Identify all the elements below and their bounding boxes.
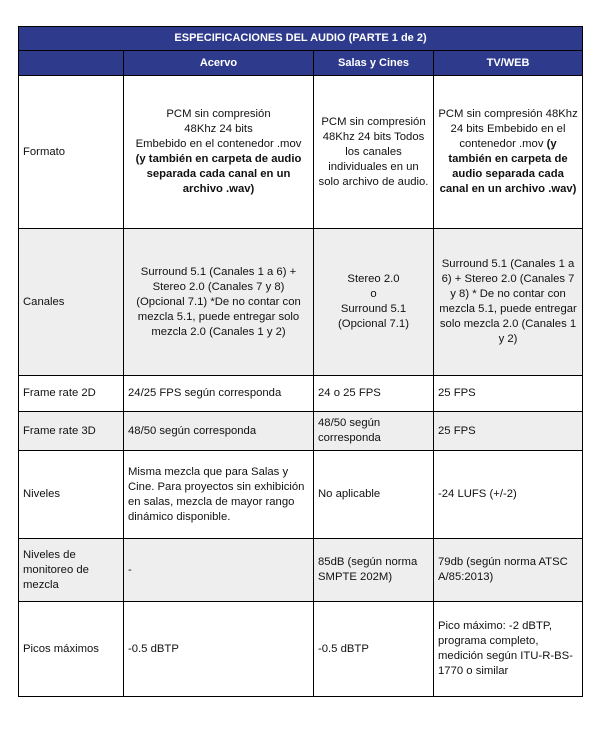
cell-fr2d-salas: 24 o 25 FPS [314, 376, 434, 412]
canales-salas-line2: o [370, 288, 377, 300]
cell-canales-tv: Surround 5.1 (Canales 1 a 6) + Stereo 2.0 (Canales 7 y 8) * De no contar con mezcla 5.1, puede entregar solo mezcla 2.0 (Canales 1 y 2) [434, 229, 583, 376]
row-label-niveles: Niveles [19, 451, 124, 539]
column-header-row [19, 51, 583, 76]
canales-salas-line3: Surround 5.1 [340, 303, 407, 315]
cell-niveles-acervo: Misma mezcla que para Salas y Cine. Para proyectos sin exhibición en salas, mezcla de mayor rango dinámico disponible. [124, 451, 314, 539]
formato-acervo-bold: (y también en carpeta de audio separada cada canal en un archivo .wav) [135, 153, 302, 195]
table-row-niveles [19, 451, 583, 539]
cell-monitoreo-salas: 85dB (según norma SMPTE 202M) [314, 539, 434, 602]
cell-fr2d-acervo: 24/25 FPS según corresponda [124, 376, 314, 412]
cell-fr2d-tv: 25 FPS [434, 376, 583, 412]
formato-acervo-line1: PCM sin compresión [166, 108, 271, 120]
row-label-fr3d: Frame rate 3D [19, 412, 124, 451]
canales-salas-line1: Stereo 2.0 [347, 273, 400, 285]
cell-formato-acervo [124, 76, 314, 229]
table-title: ESPECIFICACIONES DEL AUDIO (PARTE 1 de 2) [19, 27, 583, 51]
table-title-row [19, 27, 583, 51]
table-row-picos [19, 602, 583, 697]
table-row-canales [19, 229, 583, 376]
table-row-formato [19, 76, 583, 229]
cell-picos-salas: -0.5 dBTP [314, 602, 434, 697]
cell-fr3d-tv: 25 FPS [434, 412, 583, 451]
cell-niveles-tv: -24 LUFS (+/-2) [434, 451, 583, 539]
table-row-frame-rate-3d [19, 412, 583, 451]
header-blank [19, 51, 124, 76]
header-salas: Salas y Cines [314, 51, 434, 76]
cell-formato-tv [434, 76, 583, 229]
cell-monitoreo-acervo: - [124, 539, 314, 602]
cell-canales-salas [314, 229, 434, 376]
cell-monitoreo-tv: 79db (según norma ATSC A/85:2013) [434, 539, 583, 602]
table-row-monitoreo [19, 539, 583, 602]
canales-salas-line4: (Opcional 7.1) [338, 318, 409, 330]
header-tv: TV/WEB [434, 51, 583, 76]
cell-niveles-salas: No aplicable [314, 451, 434, 539]
formato-tv-text: PCM sin compresión 48Khz 24 bits Embebido en el contenedor .mov [438, 108, 578, 150]
row-label-formato: Formato [19, 76, 124, 229]
row-label-canales: Canales [19, 229, 124, 376]
row-label-monitoreo: Niveles de monitoreo de mezcla [19, 539, 124, 602]
cell-picos-tv: Pico máximo: -2 dBTP, programa completo, medición según ITU-R-BS-1770 o similar [434, 602, 583, 697]
cell-picos-acervo: -0.5 dBTP [124, 602, 314, 697]
header-acervo: Acervo [124, 51, 314, 76]
cell-formato-salas: PCM sin compresión 48Khz 24 bits Todos los canales individuales en un solo archivo de audio. [314, 76, 434, 229]
table-row-frame-rate-2d [19, 376, 583, 412]
formato-acervo-line3: Embebido en el contenedor .mov [135, 138, 302, 150]
formato-acervo-line2: 48Khz 24 bits [184, 123, 253, 135]
cell-fr3d-acervo: 48/50 según corresponda [124, 412, 314, 451]
formato-tv-bold: (y también en carpeta de audio separada cada canal en un archivo .wav) [439, 138, 577, 195]
cell-fr3d-salas: 48/50 según corresponda [314, 412, 434, 451]
cell-canales-acervo: Surround 5.1 (Canales 1 a 6) + Stereo 2.0 (Canales 7 y 8) (Opcional 7.1) *De no contar con mezcla 5.1, puede entregar solo mezcla 2.0 (Canales 1 y 2) [124, 229, 314, 376]
audio-spec-table [18, 26, 583, 697]
row-label-picos: Picos máximos [19, 602, 124, 697]
row-label-fr2d: Frame rate 2D [19, 376, 124, 412]
